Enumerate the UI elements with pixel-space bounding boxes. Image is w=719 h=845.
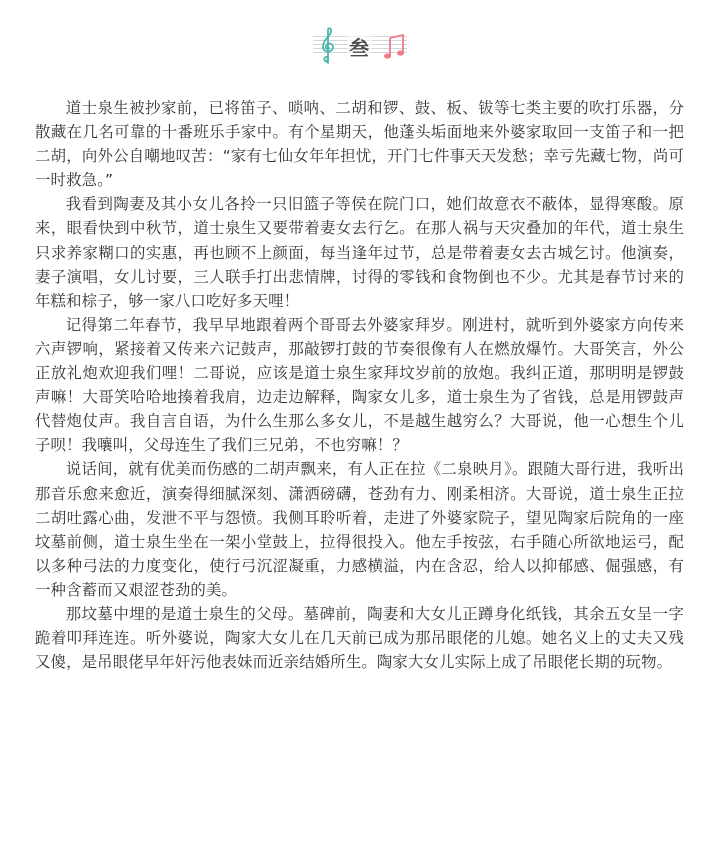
article-body (35, 96, 684, 674)
paragraph: 那坟墓中埋的是道士泉生的父母。墓碑前，陶妻和大女儿正蹲身化纸钱，其余五女呈一字跪着叩拜连连。听外婆说，陶家大女儿在几天前已成为那吊眼佬的儿媳。她名义上的丈夫又残又傻，是吊眼佬早年奸污他表妹而近亲结婚所生。陶家大女儿实际上成了吊眼佬长期的玩物。 (35, 604, 684, 672)
music-note-icon (383, 34, 405, 60)
chapter-header (0, 22, 719, 70)
paragraph: 记得第二年春节，我早早地跟着两个哥哥去外婆家拜岁。刚进村，就听到外婆家方向传来六声锣响，紧接着又传来六记鼓声，那敲锣打鼓的节奏很像有人在燃放爆竹。大哥笑言，外公正放礼炮欢迎我们哩！二哥说，应该是道士泉生家拜坟岁前的放炮。我纠正道，那明明是锣鼓声嘛！大哥笑哈哈地揍着我肩，边走边解释，陶家女儿多，道士泉生为了省钱，总是用锣鼓声代替炮仗声。我自言自语，为什么生那么多女儿，不是越生越穷么？大哥说，他一心想生个儿子呗！我嚷叫，父母连生了我们三兄弟，不也穷嘛！？ (35, 315, 684, 455)
paragraph: 道士泉生被抄家前，已将笛子、唢呐、二胡和锣、鼓、板、钹等七类主要的吹打乐器，分散藏在几名可靠的十番班乐手家中。有个星期天，他蓬头垢面地来外婆家取回一支笛子和一把二胡，向外公自嘲地叹苦：“家有七仙女年年担忧，开门七件事天天发愁；幸亏先藏七物，尚可一时救急。” (35, 99, 684, 190)
treble-clef-icon (319, 26, 337, 66)
paragraph: 说话间，就有优美而伤感的二胡声飘来，有人正在拉《二泉映月》。跟随大哥行进，我听出那音乐愈来愈近，演奏得细腻深刻、潇洒磅礴，苍劲有力、刚柔相济。大哥说，道士泉生正拉二胡吐露心曲，发泄不平与怨愤。我侧耳聆听着，走进了外婆家院子，望见陶家后院角的一座坟墓前侧，道士泉生坐在一架小堂鼓上，拉得很投入。他左手按弦，右手随心所欲地运弓，配以多种弓法的力度变化，使行弓沉涩凝重，力感横溢，内在含忍，给人以抑郁感、倔强感，有一种含蓄而又艰涩苍劲的美。 (35, 460, 684, 599)
chapter-title-ornament (313, 26, 407, 66)
chapter-number: 叁 (347, 32, 372, 61)
paragraph: 我看到陶妻及其小女儿各拎一只旧篮子等侯在院门口，她们故意衣不蔽体，显得寒酸。原来，眼看快到中秋节，道士泉生又要带着妻女去行乞。在那人祸与天灾叠加的年代，道士泉生只求养家糊口的实惠，再也顾不上颜面，每当逢年过节，总是带着妻女去古城乞讨。他演奏，妻子演唱，女儿讨要，三人联手打出悲情牌，讨得的零钱和食物倒也不少。尤其是春节讨来的年糕和棕子，够一家八口吃好多天哩！ (35, 195, 684, 310)
